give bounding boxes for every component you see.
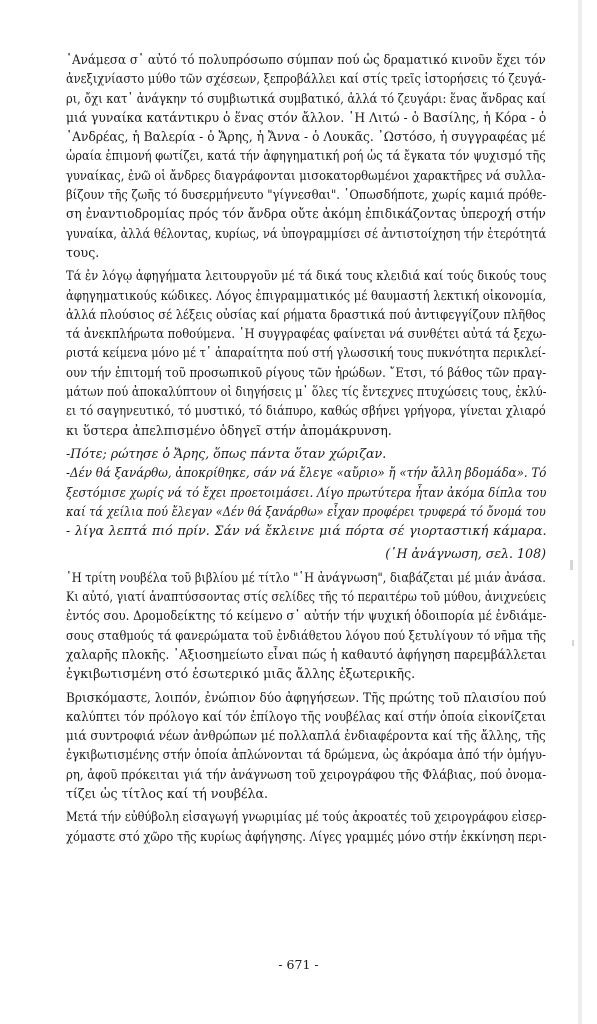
quoted-passage (66, 444, 546, 540)
paragraph (66, 568, 546, 684)
text-line: μάτων πού ἀποκαλύπτουν οἱ διηγήσεις μ᾿ ὅλες τίς ἔντεχνες πτυχώσεις τους, ἐκλύ- (66, 384, 547, 400)
text-line: ἐγκιβωτισμένης στήν ὁποία ἀπλώνονται τά δρώμενα, ὡς ἀκρόαμα ἀπό τήν ὁμήγυ- (66, 747, 546, 763)
text-line: ἐγκιβωτισμένη στό ἐσωτερικό μιᾶς ἄλλης ἐξωτερικῆς. (66, 666, 416, 682)
text-line: Κι αὐτό, γιατί ἀναπτύσσοντας στίς σελίδες τῆς τό περαιτέρω τοῦ μύθου, ἀνιχνεύεις (66, 589, 547, 605)
text-line: ριστά κείμενα μόνο μέ τ᾿ ἀπαραίτητα πού στή γλωσσική τους πυκνότητα περικλεί- (66, 345, 546, 361)
text-line: μιά συντροφιά νέων ἀνθρώπων μέ πολλαπλά ἐνδιαφέροντα καί τῆς ἄλλης, τῆς (66, 728, 546, 744)
text-line: ᾿Ανάμεσα σ᾿ αὐτό τό πολυπρόσωπο σύμπαν πού ὡς δραματικό κινοῦν ἔχει τόν (66, 52, 546, 67)
text-line: τά ἀνεκπλήρωτα ποθούμενα. ῾Η συγγραφέας φαίνεται νά συνθέτει αὐτά τά ξεχω- (66, 326, 547, 342)
text-line: σους σταθμούς τά φανερώματα τοῦ ἐνδιάθετου λόγου πού ξετυλίγουν τό νῆμα τῆς (66, 627, 547, 643)
text-line: καλύπτει τόν πρόλογο καί τόν ἐπίλογο τῆς νουβέλας καί στήν ὁποία εἰκονίζεται (66, 708, 547, 724)
text-line: ἀφηγηματικούς κώδικες. Λόγος ἐπιγραμματικός μέ θαυμαστή λεκτική οἰκονομία, (66, 287, 547, 303)
text-line: Βρισκόμαστε, λοιπόν, ἐνώπιον δύο ἀφηγήσεων. Τῆς πρώτης τοῦ πλαισίου πού (66, 689, 547, 705)
text-line: καί τά χείλια πού ἔλεγαν «Δέν θά ξανάρθω» εἶχαν προφέρει τρυφερά τό ὄνομά του (66, 503, 546, 519)
paragraph (66, 688, 546, 804)
text-line: χαλαρῆς πλοκῆς. ᾿Αξιοσημείωτο εἶναι πώς ἡ καθαυτό ἀφήγηση παρεμβάλλεται (66, 646, 547, 662)
scan-edge-mark (572, 640, 574, 646)
text-line: κι ὕστερα ἀπελπισμένο ὁδηγεῖ στήν ἀπομάκρυνση. (66, 422, 392, 438)
paragraph (66, 807, 546, 846)
text-line: Μετά τήν εὐθύβολη εἰσαγωγή γνωριμίας μέ τούς ἀκροατές τοῦ χειρογράφου εἰσερ- (66, 809, 547, 825)
text-line: ουν τήν ἐπιτομή τοῦ προσωπικοῦ ρίγους τῶν ἡρώδων. ῎Ετσι, τό βάθος τῶν πραγ- (66, 364, 547, 380)
text-line: ει τό σαγηνευτικό, τό μυστικό, τό διάπυρο, καθώς σβήνει γρήγορα, γίνεται χλιαρό (66, 403, 546, 419)
paragraph (66, 266, 546, 440)
text-line: ῾Η τρίτη νουβέλα τοῦ βιβλίου μέ τίτλο "῾Η ἀνάγνωση", διαβάζεται μέ μιάν ἀνάσα. (66, 569, 546, 585)
text-line: (῾Η ἀνάγνωση, σελ. 108) (385, 546, 546, 562)
scan-edge-shadow (578, 0, 582, 1024)
text-line: μιά γυναίκα κατάντικρυ ὁ ἕνας στόν ἄλλον. ῾Η Λιτώ - ὁ Βασίλης, ἡ Κόρα - ὁ (66, 109, 547, 125)
text-line: ξεστόμισε χωρίς νά τό ἔχει προετοιμάσει. Λίγο πρωτύτερα ἦταν ἀκόμα δίπλα του (66, 484, 547, 500)
text-line: ρη, ἀφοῦ πρόκειται γιά τήν ἀνάγνωση τοῦ χειρογράφου τῆς Φλάβιας, πού ὀνομα- (66, 766, 547, 782)
body-text (66, 50, 546, 850)
text-line: ση ἐναντιοδρομίας πρός τόν ἄνδρα οὔτε ἀκόμη ἐπιδικάζοντας ὑπεροχή στήν (66, 206, 546, 222)
citation (66, 544, 546, 563)
text-line: χόμαστε στό χῶρο τῆς κυρίως ἀφήγησης. Λίγες γραμμές μόνο στήν ἐκκίνηση περι- (66, 828, 547, 844)
text-line: γυναίκας, ἐνῶ οἱ ἄνδρες διαγράφονται μισοκατορθωμένοι χαρακτῆρες νά συλλα- (66, 167, 546, 183)
text-line: ἀνεξιχνίαστο μύθο τῶν σχέσεων, ξεπροβάλλει καί στίς τρεῖς ἱστορήσεις τό ζευγά- (66, 71, 546, 87)
text-line: Τά ἐν λόγῳ ἀφηγήματα λειτουργοῦν μέ τά δικά τους κλειδιά καί τούς δικούς τους (66, 268, 547, 284)
text-line: τίζει ὡς τίτλος καί τή νουβέλα. (66, 785, 269, 801)
text-line: -Πότε; ρώτησε ὁ Ἄρης, ὅπως πάντα ὅταν χώριζαν. (66, 445, 387, 461)
text-line: ἀλλά πλούσιος σέ λέξεις οὐσίας καί ρήματα δραστικά πού ἀντιφεγγίζουν πλῆθος (66, 306, 546, 322)
text-line: τους. (66, 244, 100, 260)
text-line: -Δέν θά ξανάρθω, ἀποκρίθηκε, σάν νά ἔλεγε «αὔριο» ἤ «τήν ἄλλη βδομάδα». Τό (66, 465, 547, 481)
page-number: - 671 - (278, 957, 319, 972)
scan-edge-mark (570, 560, 573, 570)
paragraph (66, 50, 546, 262)
text-line: - λίγα λεπτά πιό πρίν. Σάν νά ἔκλεινε μιά πόρτα σέ γιορταστική κάμαρα. (66, 523, 547, 539)
text-line: βίζουν τῆς ζωῆς τό δυσερμήνευτο "γίγνεσθαι". ῾Οπωσδήποτε, χωρίς καμιά πρόθε- (66, 187, 547, 203)
text-line: ἐντός σου. Δρομοδείκτης τό κείμενο σ᾿ αὐτήν τήν ψυχική ὁδοιπορία μέ ἐνδιάμε- (66, 608, 547, 624)
text-line: ᾿Ανδρέας, ἡ Βαλερία - ὁ Ἄρης, ἡ Ἄννα - ὁ Λουκᾶς. ᾿Ωστόσο, ἡ συγγραφέας μέ (66, 129, 546, 145)
text-line: γυναίκα, ἀλλά θέλοντας, κυρίως, νά ὑπογραμμίσει σέ ἀντιστοίχηση τήν ἑτερότητά (66, 225, 547, 241)
text-line: ρι, ὄχι κατ᾿ ἀνάγκην τό συμβιωτικά συμβατικό, ἀλλά τό ζευγάρι: ἕνας ἄνδρας καί (66, 90, 546, 106)
text-line: ὡραία ἐπιμονή φωτίζει, κατά τήν ἀφηγηματική ροή ὡς τά ἔγκατα τόν ψυχισμό τῆς (66, 148, 546, 164)
